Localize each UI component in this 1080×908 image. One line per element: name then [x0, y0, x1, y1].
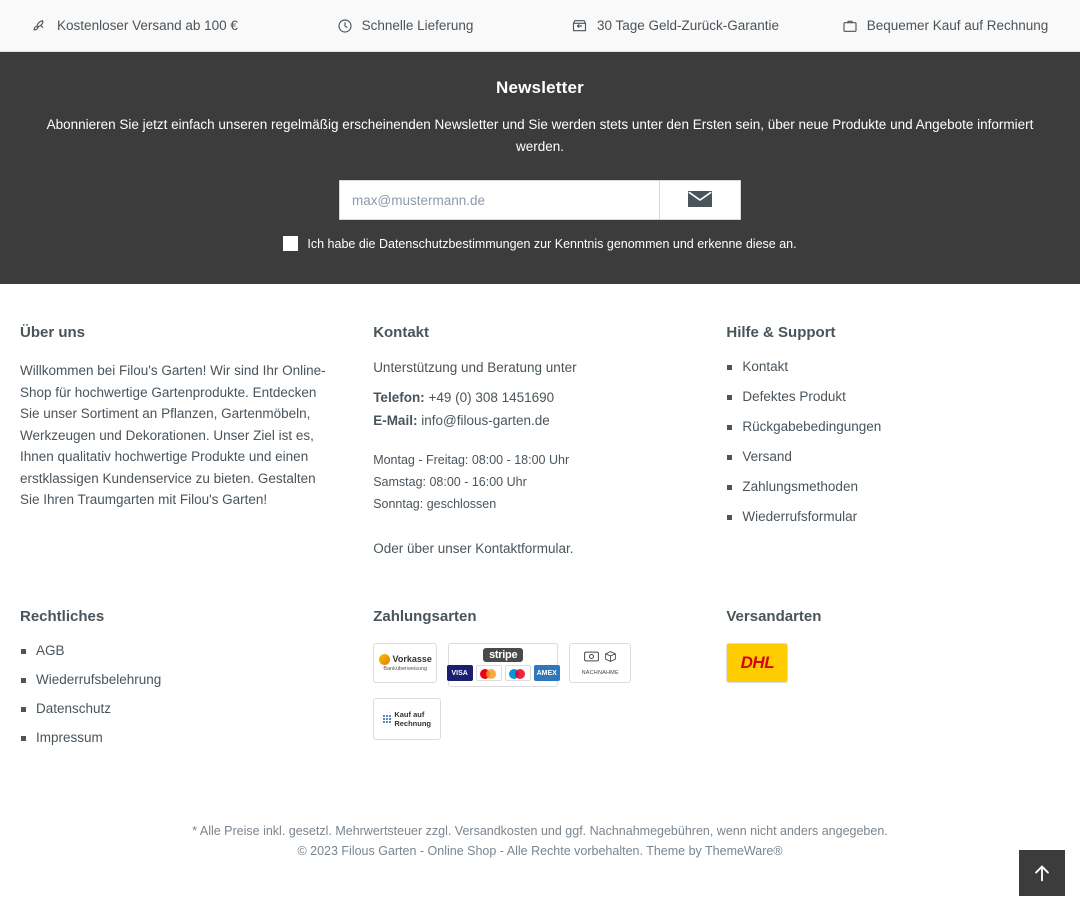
hours-saturday: Samstag: 08:00 - 16:00 Uhr — [373, 475, 527, 489]
footer-row-primary — [20, 284, 1060, 570]
scroll-to-top-button[interactable] — [1019, 850, 1065, 896]
kontakt-form-note[interactable]: Oder über unser Kontaktformular. — [373, 541, 574, 556]
footer-column-legal — [20, 608, 373, 759]
benefit-item-shipping — [0, 18, 270, 34]
payment-vorkasse-label: Vorkasse — [392, 654, 432, 664]
coin-icon — [379, 654, 390, 665]
payment-logo-nachnahme — [569, 643, 631, 683]
payment-logo-kauf-auf-rechnung — [373, 698, 441, 740]
rocket-icon — [32, 18, 48, 34]
newsletter-form — [20, 180, 1060, 220]
benefit-label: Bequemer Kauf auf Rechnung — [866, 18, 1049, 33]
footer-column-payment — [373, 608, 726, 759]
payment-logos — [373, 643, 673, 740]
footer-legal-text — [20, 821, 1060, 881]
payment-title: Zahlungsarten — [373, 607, 477, 625]
help-title: Hilfe & Support — [726, 324, 836, 341]
payment-nachnahme-label: NACHNAHME — [581, 669, 619, 676]
envelope-icon — [687, 189, 713, 212]
help-link-kontakt[interactable]: Kontakt — [726, 359, 1020, 374]
newsletter-title: Newsletter — [496, 78, 584, 97]
maestro-icon — [505, 665, 531, 681]
benefit-item-moneyback — [540, 18, 810, 34]
kontakt-email-value[interactable]: info@filous-garten.de — [421, 413, 550, 428]
kontakt-phone-label: Telefon: — [373, 390, 425, 405]
shipping-title: Versandarten — [726, 607, 822, 625]
payment-logo-stripe — [448, 643, 558, 687]
help-link-defekt[interactable]: Defektes Produkt — [726, 389, 1020, 404]
legal-link-impressum[interactable]: Impressum — [20, 730, 333, 745]
dhl-label: DHL — [740, 652, 775, 672]
footer — [0, 284, 1080, 881]
arrow-up-icon — [1031, 862, 1053, 884]
help-link-versand[interactable]: Versand — [726, 449, 1020, 464]
footer-column-kontakt — [373, 324, 726, 570]
benefits-bar — [0, 0, 1080, 52]
footer-column-shipping — [726, 608, 1060, 759]
money-icon — [584, 650, 599, 668]
payment-card-icons — [447, 665, 560, 681]
benefit-label: 30 Tage Geld-Zurück-Garantie — [596, 18, 780, 33]
payment-logo-vorkasse — [373, 643, 437, 683]
newsletter-privacy-checkbox[interactable] — [283, 236, 298, 251]
briefcase-icon — [842, 18, 858, 34]
kontakt-phone-row — [373, 387, 686, 408]
help-link-list — [726, 359, 1020, 524]
about-title: Über uns — [20, 324, 86, 341]
amex-icon: AMEX — [534, 665, 560, 681]
help-link-rueckgabe[interactable]: Rückgabebedingungen — [726, 419, 1020, 434]
footer-row-secondary — [20, 570, 1060, 759]
hours-sunday: Sonntag: geschlossen — [373, 497, 497, 511]
legal-link-widerruf[interactable]: Wiederrufsbelehrung — [20, 672, 333, 687]
footer-legal-line-1: * Alle Preise inkl. gesetzl. Mehrwertsteuer zzgl. Versandkosten und ggf. Nachnahmegebühren, wenn nicht anders angegeben. — [192, 823, 888, 838]
clock-icon — [337, 18, 353, 34]
newsletter-privacy-label: Ich habe die Datenschutzbestimmungen zur Kenntnis genommen und erkenne diese an. — [307, 236, 797, 251]
payment-rechnung-label-1: Kauf auf — [394, 709, 425, 719]
newsletter-email-input[interactable] — [339, 180, 659, 220]
package-icon — [604, 650, 617, 668]
mastercard-icon — [476, 665, 502, 681]
hours-weekdays: Montag - Freitag: 08:00 - 18:00 Uhr — [373, 453, 570, 467]
about-text: Willkommen bei Filou's Garten! Wir sind Ihr Online-Shop für hochwertige Gartenprodukte. Entdecken Sie unser Sortiment an Pflanzen, Gartenmöbeln, Werkzeugen und Dekorationen. Unser Ziel ist es, Ihnen qualitativ hochwertige Produkte und einen erstklassigen Kundenservice zu bieten. Gestalten Sie Ihren Traumgarten mit Filou's Garten! — [20, 363, 326, 507]
dots-icon — [383, 715, 391, 723]
footer-column-about — [20, 324, 373, 570]
kontakt-email-row — [373, 410, 686, 431]
legal-title: Rechtliches — [20, 607, 105, 625]
shipping-logos — [726, 643, 1020, 683]
visa-icon: VISA — [447, 665, 473, 681]
legal-link-agb[interactable]: AGB — [20, 643, 333, 658]
footer-legal-line-2: © 2023 Filous Garten - Online Shop - Alle Rechte vorbehalten. Theme by ThemeWare® — [297, 843, 783, 858]
footer-column-help — [726, 324, 1060, 570]
payment-stripe-label: stripe — [483, 648, 523, 662]
benefit-item-delivery — [270, 18, 540, 34]
benefit-label: Kostenloser Versand ab 100 € — [57, 18, 238, 33]
kontakt-hours — [373, 449, 686, 515]
help-link-widerruf[interactable]: Wiederrufsformular — [726, 509, 1020, 524]
shipping-logo-dhl — [726, 643, 788, 683]
kontakt-subtitle: Unterstützung und Beratung unter — [373, 360, 577, 375]
help-link-zahlung[interactable]: Zahlungsmethoden — [726, 479, 1020, 494]
payment-vorkasse-sublabel: Banküberweisung — [383, 665, 428, 672]
newsletter-submit-button[interactable] — [659, 180, 741, 220]
benefit-item-invoice — [810, 18, 1080, 34]
legal-link-list — [20, 643, 333, 745]
newsletter-section — [0, 52, 1080, 284]
legal-link-datenschutz[interactable]: Datenschutz — [20, 701, 333, 716]
payment-rechnung-label-2: Rechnung — [394, 718, 432, 728]
benefit-label: Schnelle Lieferung — [361, 18, 474, 33]
kontakt-phone-value[interactable]: +49 (0) 308 1451690 — [428, 390, 555, 405]
kontakt-title: Kontakt — [373, 324, 430, 341]
kontakt-email-label: E-Mail: — [373, 413, 418, 428]
newsletter-privacy-row — [20, 236, 1060, 251]
newsletter-intro: Abonnieren Sie jetzt einfach unseren regelmäßig erscheinenden Newsletter und Sie werden stets unter den Ersten sein, über neue Produkte und Angebote informiert werden. — [46, 117, 1034, 154]
box-return-icon — [571, 18, 588, 34]
